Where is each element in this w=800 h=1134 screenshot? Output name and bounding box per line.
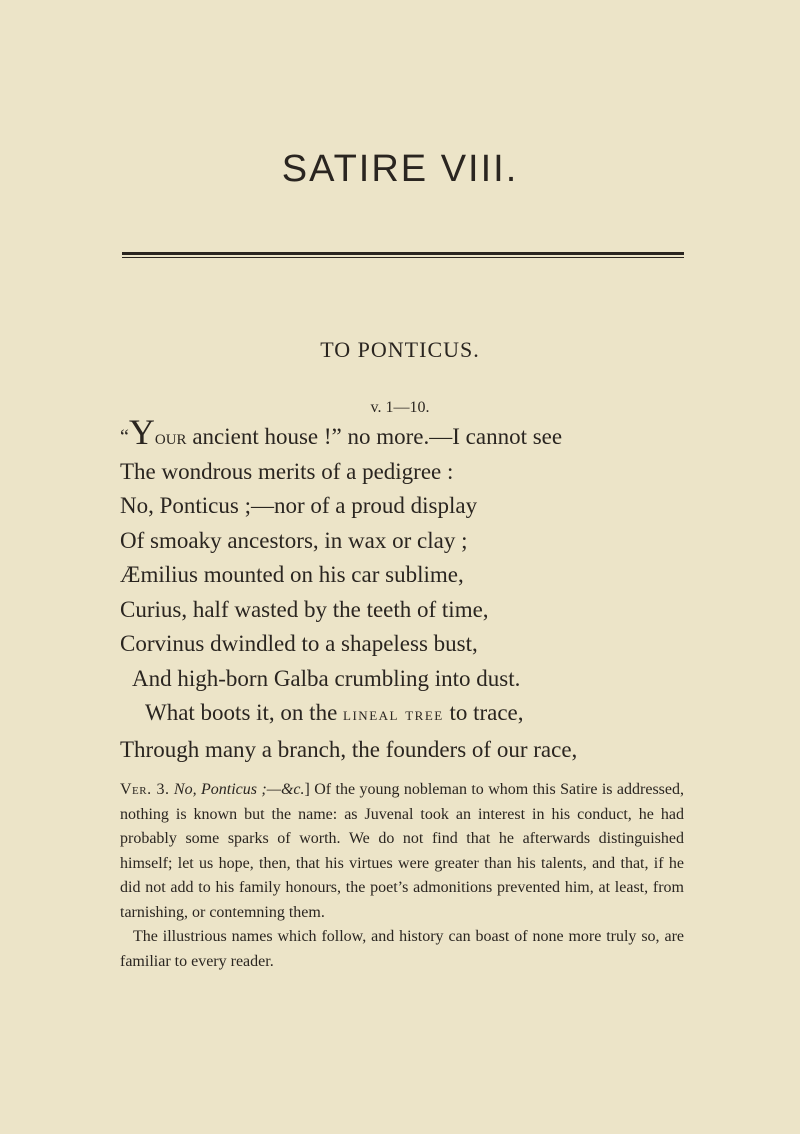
verse-note-label: Ver. 3. (120, 781, 170, 798)
heading-rule-thin (122, 257, 684, 258)
first-word-smallcaps: our (154, 425, 187, 449)
poem-block (120, 412, 720, 767)
poem-line-3: No, Ponticus ;—nor of a proud display (120, 493, 478, 518)
poem-line-6: Curius, half wasted by the teeth of time, (120, 596, 489, 622)
poem-line-1 (120, 412, 720, 455)
footnote-block (120, 778, 684, 974)
first-line-rest: ancient house !” no more.—I cannot see (186, 424, 563, 449)
heading-rule-thick (122, 252, 684, 255)
satire-heading: SATIRE VIII. (281, 148, 519, 190)
open-quote: “ (120, 426, 129, 448)
poem-line-9 (120, 696, 720, 733)
verse-range: v. 1—10. (370, 399, 430, 416)
footnote-paragraph-1-text: Of the young nobleman to whom this Satire is addressed, nothing is known but the name: as Juvenal took an interest in his conduct, he had probably some sparks of worth. We do not find that he afterwards distinguished himself; let us hope, then, that his virtues were greater than his talents, and that, if he did not add to his family honours, the poet’s admonitions prevented him, at least, from tarnishing, or contemning them. (120, 781, 684, 921)
boots-line-after: to trace, (443, 700, 524, 725)
footnote-paragraph-2: The illustrious names which follow, and history can boast of none more truly so, are familiar to every reader. (120, 928, 684, 970)
poem-line-5: Æmilius mounted on his car sublime, (120, 562, 464, 587)
poem-line-2: The wondrous merits of a pedigree : (120, 458, 454, 484)
poem-line-7: Corvinus dwindled to a shapeless bust, (120, 631, 478, 656)
footnote-paragraph-1: Ver. 3. No, Ponticus ;—&c.] Of the young nobleman to whom this Satire is addressed, nothing is known but the name: as Juvenal took an interest in his conduct, he had probably some sparks of worth. We do not find that he afterwards distinguished himself; let us hope, then, that his virtues were greater than his talents, and that, if he did not add to his family honours, the poet’s admonitions prevented him, at least, from tarnishing, or contemning them. (120, 781, 684, 921)
boots-line-before: What boots it, on the (145, 700, 344, 725)
poem-line-8: And high-born Galba crumbling into dust. (132, 665, 521, 691)
poem-line-10: Through many a branch, the founders of our race, (120, 736, 578, 762)
drop-cap: Y (128, 412, 155, 452)
poem-line-4: Of smoaky ancestors, in wax or clay ; (120, 527, 468, 553)
dedication-subtitle: TO PONTICUS. (320, 337, 480, 362)
lineal-tree-smallcaps: lineal tree (343, 704, 444, 725)
verse-note-reference: No, Ponticus ;—&c. (173, 781, 305, 798)
